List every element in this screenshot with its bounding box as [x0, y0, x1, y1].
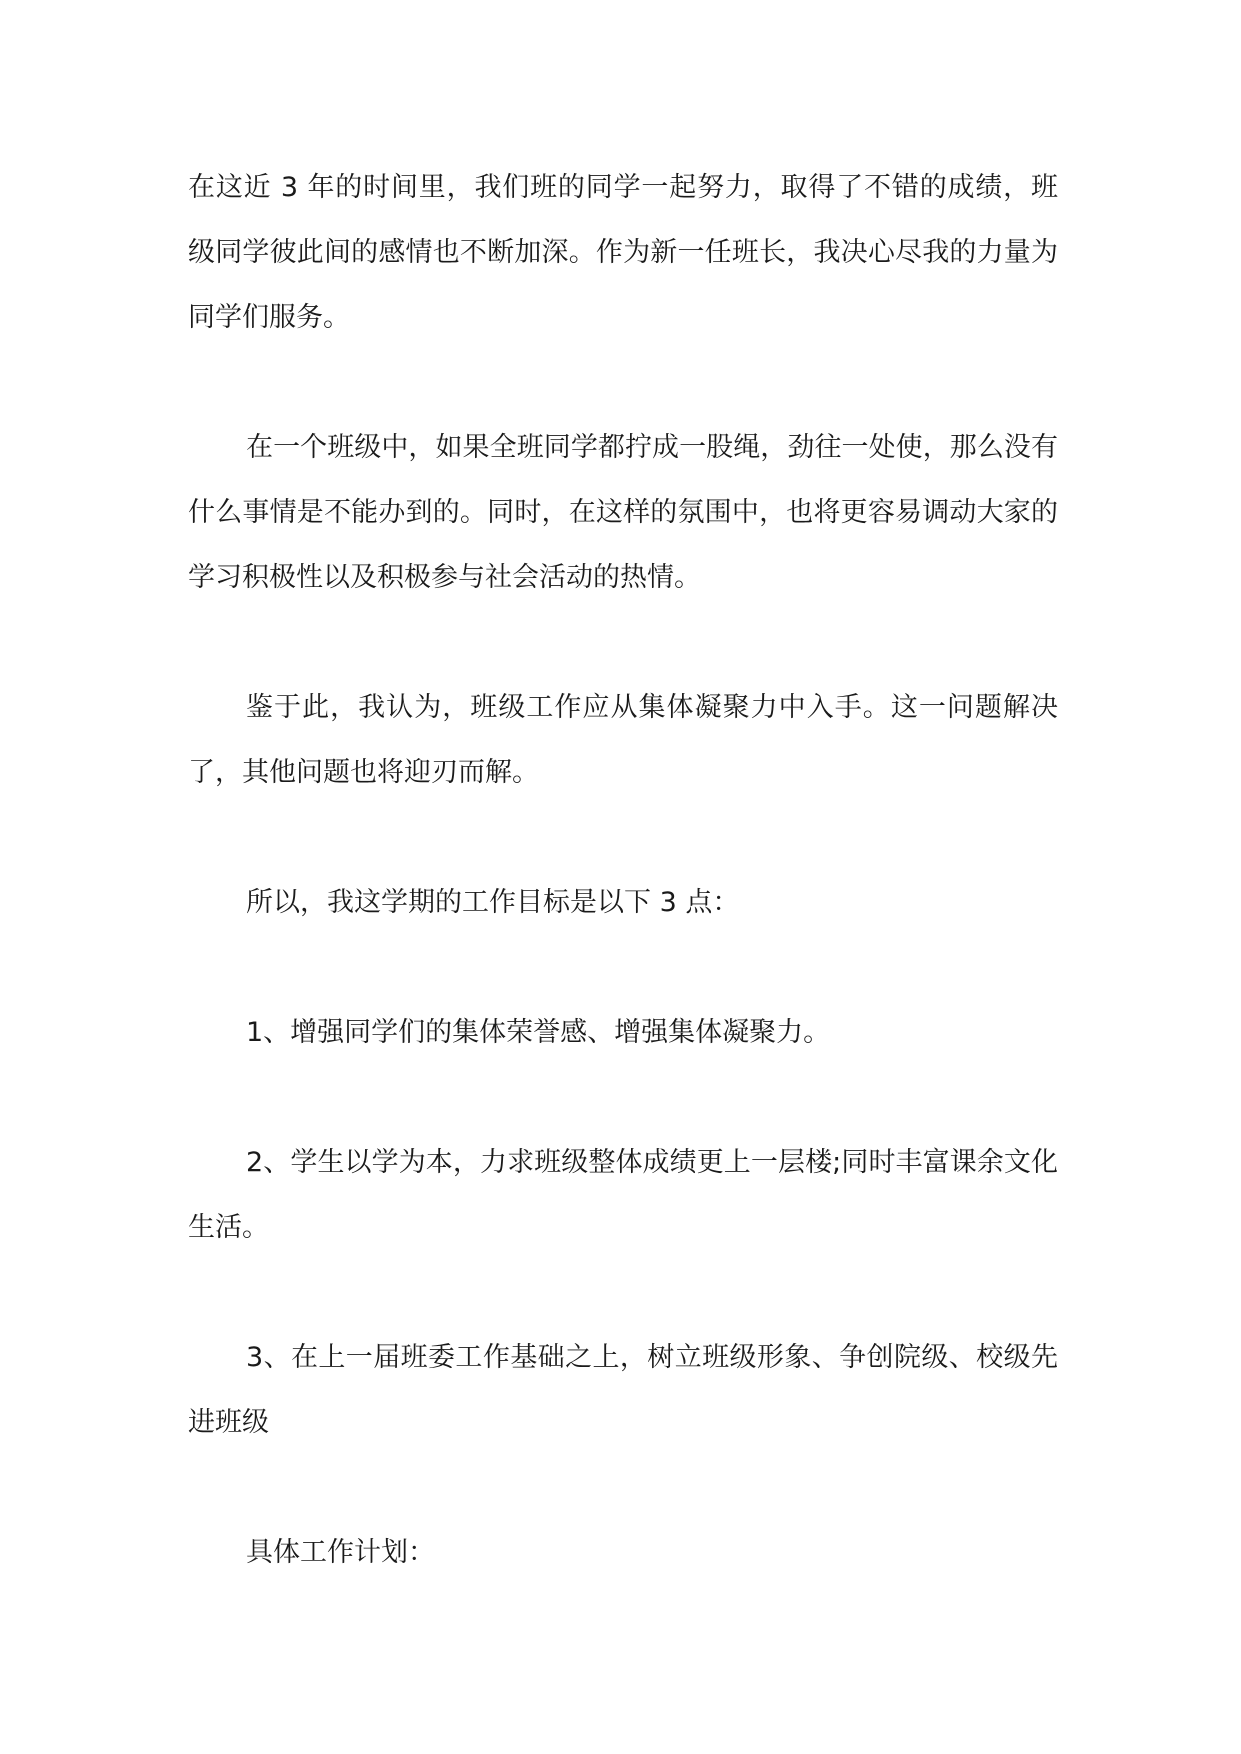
paragraph-intro: 在这近 3 年的时间里，我们班的同学一起努力，取得了不错的成绩，班级同学彼此间的感情也不断加深。作为新一任班长，我决心尽我的力量为同学们服务。	[188, 172, 1058, 333]
document-body	[188, 155, 1058, 1650]
paragraph-goals-heading: 所以，我这学期的工作目标是以下 3 点：	[246, 887, 740, 918]
paragraph-class-unity: 在一个班级中，如果全班同学都拧成一股绳，劲往一处使，那么没有什么事情是不能办到的。同时，在这样的氛围中，也将更容易调动大家的学习积极性以及积极参与社会活动的热情。	[188, 432, 1058, 593]
paragraph-cohesion: 鉴于此，我认为，班级工作应从集体凝聚力中入手。这一问题解决了，其他问题也将迎刃而解。	[188, 692, 1058, 788]
paragraph-goal-3: 3、在上一届班委工作基础之上，树立班级形象、争创院级、校级先进班级	[188, 1342, 1058, 1438]
paragraph-plan-heading: 具体工作计划：	[246, 1537, 435, 1568]
paragraph-goal-2: 2、学生以学为本，力求班级整体成绩更上一层楼;同时丰富课余文化生活。	[188, 1147, 1058, 1243]
paragraph-goal-1: 1、增强同学们的集体荣誉感、增强集体凝聚力。	[246, 1017, 831, 1048]
